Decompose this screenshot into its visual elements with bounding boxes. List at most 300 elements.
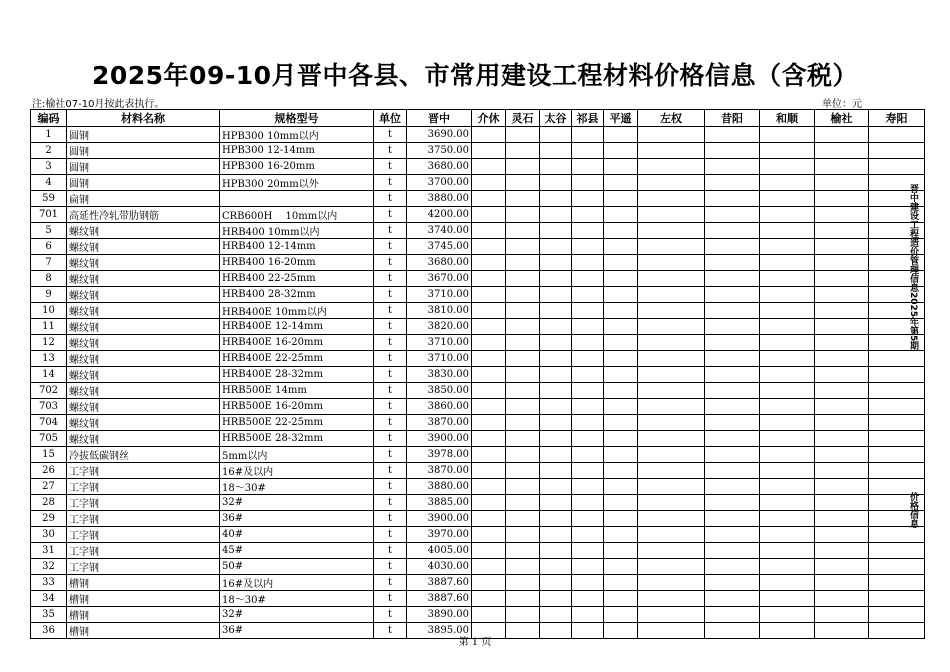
- cell-empty: [638, 271, 705, 287]
- cell-code: 34: [31, 591, 67, 607]
- cell-empty: [506, 495, 540, 511]
- cell-empty: [472, 175, 506, 191]
- cell-code: 704: [31, 415, 67, 431]
- cell-empty: [760, 335, 815, 351]
- cell-empty: [472, 319, 506, 335]
- cell-empty: [815, 159, 869, 175]
- cell-empty: [472, 511, 506, 527]
- cell-spec: 36#: [220, 511, 374, 527]
- cell-empty: [540, 335, 572, 351]
- cell-empty: [472, 575, 506, 591]
- cell-empty: [540, 495, 572, 511]
- cell-name: 螺纹钢: [67, 431, 220, 447]
- cell-price: 3900.00: [407, 511, 472, 527]
- cell-empty: [815, 463, 869, 479]
- cell-empty: [506, 255, 540, 271]
- cell-spec: HPB300 10mm以内: [220, 127, 374, 143]
- cell-empty: [638, 575, 705, 591]
- cell-empty: [638, 351, 705, 367]
- table-row: [31, 479, 925, 495]
- cell-empty: [572, 319, 604, 335]
- cell-empty: [540, 367, 572, 383]
- cell-empty: [760, 351, 815, 367]
- cell-code: 28: [31, 495, 67, 511]
- cell-spec: 18～30#: [220, 591, 374, 607]
- cell-unit: t: [374, 415, 407, 431]
- cell-empty: [815, 271, 869, 287]
- cell-empty: [472, 191, 506, 207]
- cell-empty: [506, 271, 540, 287]
- cell-price: 3850.00: [407, 383, 472, 399]
- cell-code: 1: [31, 127, 67, 143]
- page-title: 2025年09-10月晋中各县、市常用建设工程材料价格信息（含税）: [91, 61, 859, 90]
- cell-unit: t: [374, 399, 407, 415]
- cell-empty: [472, 127, 506, 143]
- cell-spec: 50#: [220, 559, 374, 575]
- cell-empty: [705, 303, 760, 319]
- cell-price: 3895.00: [407, 623, 472, 639]
- cell-empty: [572, 495, 604, 511]
- cell-empty: [638, 159, 705, 175]
- cell-empty: [506, 127, 540, 143]
- cell-spec: HRB400 16-20mm: [220, 255, 374, 271]
- cell-empty: [540, 127, 572, 143]
- cell-empty: [638, 239, 705, 255]
- table-row: [31, 175, 925, 191]
- cell-spec: 45#: [220, 543, 374, 559]
- cell-spec: HRB500E 28-32mm: [220, 431, 374, 447]
- cell-empty: [705, 431, 760, 447]
- cell-name: 工字钢: [67, 479, 220, 495]
- cell-price: 3890.00: [407, 607, 472, 623]
- column-header: 和顺: [760, 110, 815, 127]
- cell-price: 3978.00: [407, 447, 472, 463]
- cell-empty: [540, 527, 572, 543]
- cell-empty: [540, 207, 572, 223]
- table-row: [31, 143, 925, 159]
- cell-unit: t: [374, 175, 407, 191]
- cell-name: 螺纹钢: [67, 319, 220, 335]
- cell-empty: [506, 175, 540, 191]
- cell-empty: [815, 127, 869, 143]
- cell-name: 螺纹钢: [67, 415, 220, 431]
- cell-empty: [638, 399, 705, 415]
- cell-spec: HPB300 16-20mm: [220, 159, 374, 175]
- cell-unit: t: [374, 511, 407, 527]
- cell-empty: [815, 175, 869, 191]
- cell-empty: [638, 223, 705, 239]
- cell-empty: [815, 559, 869, 575]
- column-header: 晋中: [407, 110, 472, 127]
- table-row: [31, 463, 925, 479]
- cell-empty: [638, 319, 705, 335]
- cell-name: 螺纹钢: [67, 383, 220, 399]
- cell-name: 圆钢: [67, 127, 220, 143]
- cell-price: 3880.00: [407, 191, 472, 207]
- cell-unit: t: [374, 303, 407, 319]
- cell-unit: t: [374, 607, 407, 623]
- cell-unit: t: [374, 335, 407, 351]
- cell-empty: [506, 399, 540, 415]
- cell-empty: [705, 591, 760, 607]
- cell-code: 27: [31, 479, 67, 495]
- cell-name: 槽钢: [67, 623, 220, 639]
- cell-empty: [540, 447, 572, 463]
- cell-empty: [815, 303, 869, 319]
- cell-name: 螺纹钢: [67, 271, 220, 287]
- cell-empty: [540, 559, 572, 575]
- cell-price: 4005.00: [407, 543, 472, 559]
- table-row: [31, 559, 925, 575]
- cell-empty: [506, 575, 540, 591]
- cell-code: 701: [31, 207, 67, 223]
- cell-empty: [869, 367, 925, 383]
- cell-empty: [705, 607, 760, 623]
- cell-price: 3710.00: [407, 287, 472, 303]
- cell-name: 工字钢: [67, 463, 220, 479]
- cell-empty: [472, 143, 506, 159]
- cell-empty: [604, 447, 638, 463]
- cell-name: 螺纹钢: [67, 367, 220, 383]
- cell-empty: [638, 591, 705, 607]
- cell-price: 3887.60: [407, 591, 472, 607]
- cell-empty: [506, 223, 540, 239]
- cell-name: 圆钢: [67, 159, 220, 175]
- cell-empty: [869, 527, 925, 543]
- cell-empty: [572, 591, 604, 607]
- cell-empty: [604, 287, 638, 303]
- cell-code: 2: [31, 143, 67, 159]
- column-header: 祁县: [572, 110, 604, 127]
- cell-empty: [472, 383, 506, 399]
- cell-empty: [604, 575, 638, 591]
- cell-unit: t: [374, 239, 407, 255]
- cell-unit: t: [374, 271, 407, 287]
- column-header: 左权: [638, 110, 705, 127]
- cell-empty: [572, 607, 604, 623]
- cell-name: 螺纹钢: [67, 351, 220, 367]
- cell-empty: [472, 447, 506, 463]
- cell-empty: [760, 127, 815, 143]
- cell-empty: [869, 559, 925, 575]
- cell-empty: [815, 527, 869, 543]
- column-header: 平遥: [604, 110, 638, 127]
- cell-empty: [638, 383, 705, 399]
- table-row: [31, 207, 925, 223]
- cell-price: 3740.00: [407, 223, 472, 239]
- cell-empty: [472, 495, 506, 511]
- cell-empty: [705, 415, 760, 431]
- cell-spec: 5mm以内: [220, 447, 374, 463]
- cell-unit: t: [374, 207, 407, 223]
- cell-code: 8: [31, 271, 67, 287]
- column-header: 灵石: [506, 110, 540, 127]
- cell-empty: [869, 463, 925, 479]
- cell-empty: [572, 367, 604, 383]
- cell-empty: [815, 351, 869, 367]
- cell-price: 3880.00: [407, 479, 472, 495]
- cell-empty: [540, 255, 572, 271]
- cell-spec: [220, 191, 374, 207]
- cell-empty: [540, 303, 572, 319]
- cell-empty: [572, 143, 604, 159]
- cell-empty: [760, 511, 815, 527]
- cell-code: 26: [31, 463, 67, 479]
- sidebar-caption-2: 价格信息: [908, 492, 918, 528]
- cell-empty: [540, 543, 572, 559]
- cell-spec: HRB500E 22-25mm: [220, 415, 374, 431]
- cell-empty: [506, 607, 540, 623]
- table-row: [31, 495, 925, 511]
- cell-empty: [815, 543, 869, 559]
- table-row: [31, 159, 925, 175]
- cell-empty: [705, 255, 760, 271]
- cell-empty: [572, 431, 604, 447]
- cell-spec: HRB400 28-32mm: [220, 287, 374, 303]
- cell-empty: [604, 191, 638, 207]
- cell-empty: [506, 303, 540, 319]
- cell-unit: t: [374, 191, 407, 207]
- cell-empty: [572, 575, 604, 591]
- cell-spec: 40#: [220, 527, 374, 543]
- cell-name: 扁钢: [67, 191, 220, 207]
- cell-empty: [604, 223, 638, 239]
- cell-empty: [506, 543, 540, 559]
- cell-empty: [604, 543, 638, 559]
- cell-empty: [869, 543, 925, 559]
- cell-empty: [705, 559, 760, 575]
- cell-empty: [705, 495, 760, 511]
- cell-empty: [540, 607, 572, 623]
- cell-empty: [506, 415, 540, 431]
- cell-code: 702: [31, 383, 67, 399]
- cell-empty: [572, 255, 604, 271]
- cell-empty: [815, 415, 869, 431]
- cell-empty: [506, 383, 540, 399]
- cell-empty: [869, 159, 925, 175]
- column-header: 介休: [472, 110, 506, 127]
- cell-empty: [705, 239, 760, 255]
- cell-empty: [604, 479, 638, 495]
- cell-empty: [760, 575, 815, 591]
- cell-code: 12: [31, 335, 67, 351]
- cell-empty: [815, 207, 869, 223]
- cell-unit: t: [374, 143, 407, 159]
- note-text: 注:榆社07-10月按此表执行。: [32, 99, 165, 110]
- cell-empty: [506, 143, 540, 159]
- cell-name: 冷拔低碳钢丝: [67, 447, 220, 463]
- cell-empty: [572, 527, 604, 543]
- cell-name: 高延性冷轧带肋钢筋: [67, 207, 220, 223]
- cell-empty: [604, 431, 638, 447]
- cell-empty: [760, 367, 815, 383]
- cell-empty: [506, 463, 540, 479]
- cell-empty: [540, 591, 572, 607]
- cell-empty: [572, 223, 604, 239]
- cell-empty: [815, 255, 869, 271]
- cell-empty: [572, 383, 604, 399]
- cell-empty: [705, 575, 760, 591]
- cell-empty: [869, 127, 925, 143]
- cell-empty: [638, 143, 705, 159]
- cell-empty: [815, 191, 869, 207]
- table-row: [31, 319, 925, 335]
- cell-empty: [604, 319, 638, 335]
- cell-empty: [815, 239, 869, 255]
- cell-name: 槽钢: [67, 607, 220, 623]
- cell-empty: [760, 447, 815, 463]
- cell-empty: [604, 495, 638, 511]
- cell-empty: [638, 607, 705, 623]
- cell-code: 11: [31, 319, 67, 335]
- cell-empty: [760, 319, 815, 335]
- table-row: [31, 383, 925, 399]
- cell-empty: [472, 351, 506, 367]
- cell-price: 4030.00: [407, 559, 472, 575]
- cell-name: 螺纹钢: [67, 255, 220, 271]
- cell-name: 螺纹钢: [67, 399, 220, 415]
- cell-spec: HRB500E 14mm: [220, 383, 374, 399]
- cell-unit: t: [374, 159, 407, 175]
- cell-empty: [815, 335, 869, 351]
- cell-unit: t: [374, 543, 407, 559]
- cell-empty: [604, 127, 638, 143]
- cell-price: 3700.00: [407, 175, 472, 191]
- cell-empty: [638, 511, 705, 527]
- cell-empty: [572, 175, 604, 191]
- column-header: 规格型号: [220, 110, 374, 127]
- cell-empty: [572, 191, 604, 207]
- cell-empty: [705, 207, 760, 223]
- cell-empty: [815, 495, 869, 511]
- cell-empty: [815, 319, 869, 335]
- cell-empty: [638, 543, 705, 559]
- cell-spec: 16#及以内: [220, 463, 374, 479]
- cell-code: 30: [31, 527, 67, 543]
- table-row: [31, 607, 925, 623]
- cell-empty: [472, 591, 506, 607]
- cell-empty: [638, 559, 705, 575]
- cell-empty: [815, 383, 869, 399]
- cell-empty: [760, 559, 815, 575]
- cell-name: 工字钢: [67, 559, 220, 575]
- cell-empty: [472, 367, 506, 383]
- table-row: [31, 191, 925, 207]
- cell-empty: [638, 431, 705, 447]
- cell-price: 3887.60: [407, 575, 472, 591]
- cell-unit: t: [374, 447, 407, 463]
- cell-spec: HRB400 22-25mm: [220, 271, 374, 287]
- cell-empty: [506, 351, 540, 367]
- cell-price: 3870.00: [407, 415, 472, 431]
- cell-empty: [604, 159, 638, 175]
- cell-empty: [472, 607, 506, 623]
- cell-empty: [705, 447, 760, 463]
- sidebar-caption: 晋中建设工程造价管理信息2025年第5期: [908, 184, 918, 351]
- table-row: [31, 447, 925, 463]
- cell-empty: [604, 303, 638, 319]
- cell-empty: [540, 239, 572, 255]
- cell-empty: [572, 463, 604, 479]
- cell-empty: [760, 431, 815, 447]
- cell-empty: [705, 479, 760, 495]
- cell-empty: [760, 207, 815, 223]
- cell-empty: [869, 383, 925, 399]
- cell-empty: [869, 575, 925, 591]
- cell-empty: [705, 527, 760, 543]
- cell-name: 螺纹钢: [67, 335, 220, 351]
- cell-empty: [540, 271, 572, 287]
- cell-unit: t: [374, 367, 407, 383]
- table-row: [31, 271, 925, 287]
- cell-empty: [540, 479, 572, 495]
- cell-spec: HRB400E 22-25mm: [220, 351, 374, 367]
- cell-empty: [815, 447, 869, 463]
- cell-price: 3690.00: [407, 127, 472, 143]
- cell-unit: t: [374, 527, 407, 543]
- table-row: [31, 511, 925, 527]
- cell-empty: [815, 575, 869, 591]
- cell-empty: [604, 591, 638, 607]
- cell-empty: [604, 367, 638, 383]
- column-header: 昔阳: [705, 110, 760, 127]
- cell-empty: [572, 271, 604, 287]
- cell-empty: [604, 415, 638, 431]
- cell-empty: [604, 335, 638, 351]
- cell-unit: t: [374, 383, 407, 399]
- cell-empty: [506, 319, 540, 335]
- cell-empty: [760, 495, 815, 511]
- cell-name: 槽钢: [67, 575, 220, 591]
- table-row: [31, 415, 925, 431]
- cell-empty: [572, 239, 604, 255]
- cell-empty: [540, 511, 572, 527]
- cell-empty: [506, 591, 540, 607]
- cell-spec: 36#: [220, 623, 374, 639]
- cell-code: 32: [31, 559, 67, 575]
- column-header: 寿阳: [869, 110, 925, 127]
- cell-spec: CRB600H 10mm以内: [220, 207, 374, 223]
- cell-spec: HRB400E 10mm以内: [220, 303, 374, 319]
- cell-empty: [760, 175, 815, 191]
- table-row: [31, 527, 925, 543]
- cell-unit: t: [374, 223, 407, 239]
- cell-code: 4: [31, 175, 67, 191]
- unit-text: 单位：元: [822, 99, 862, 110]
- cell-code: 13: [31, 351, 67, 367]
- cell-empty: [638, 191, 705, 207]
- cell-code: 14: [31, 367, 67, 383]
- cell-empty: [540, 175, 572, 191]
- cell-empty: [572, 127, 604, 143]
- cell-spec: 32#: [220, 495, 374, 511]
- cell-empty: [540, 191, 572, 207]
- cell-empty: [472, 415, 506, 431]
- cell-empty: [869, 591, 925, 607]
- cell-empty: [815, 511, 869, 527]
- cell-price: 3900.00: [407, 431, 472, 447]
- cell-empty: [540, 223, 572, 239]
- cell-empty: [815, 479, 869, 495]
- cell-empty: [638, 303, 705, 319]
- cell-empty: [472, 255, 506, 271]
- cell-empty: [760, 143, 815, 159]
- cell-empty: [604, 383, 638, 399]
- cell-empty: [705, 463, 760, 479]
- cell-name: 圆钢: [67, 175, 220, 191]
- cell-unit: t: [374, 431, 407, 447]
- cell-empty: [604, 143, 638, 159]
